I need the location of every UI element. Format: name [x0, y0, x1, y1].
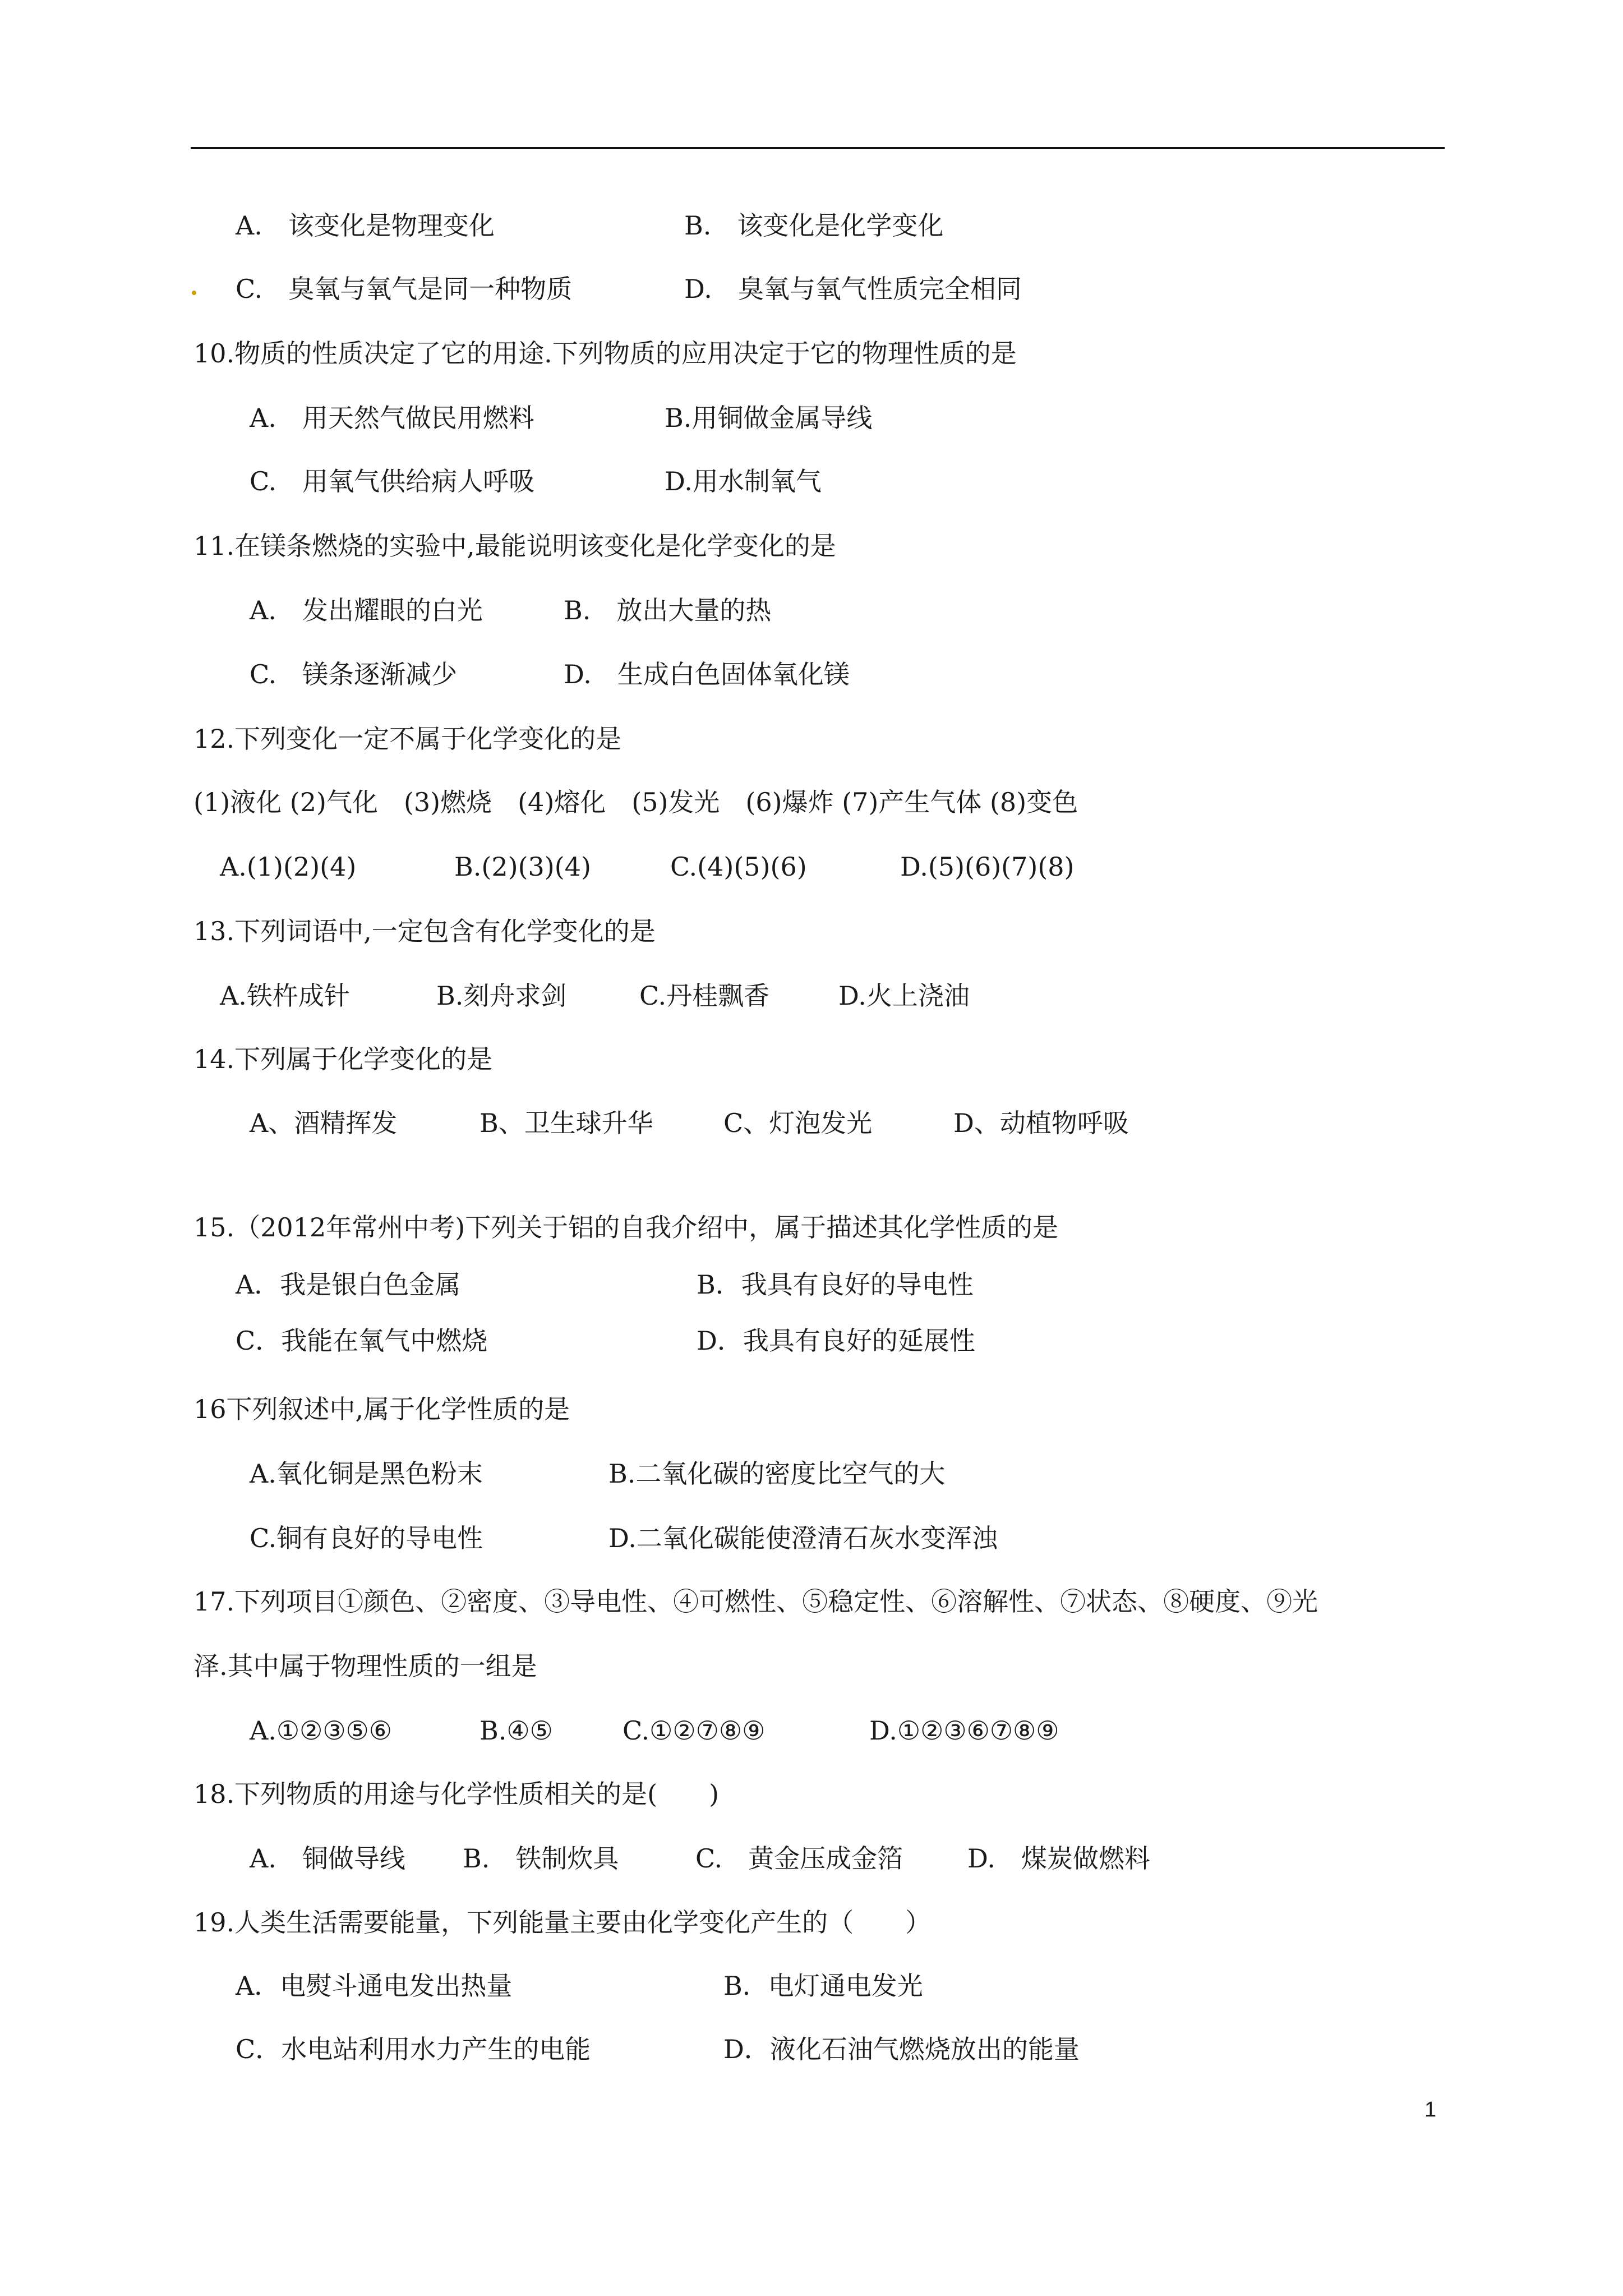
q9-option-d: D. 臭氧与氧气性质完全相同 — [684, 274, 1022, 304]
q18-option-d: D. 煤炭做燃料 — [967, 1843, 1150, 1874]
q10-option-d: D.用水制氧气 — [665, 466, 822, 496]
q17-option-d: D.①②③⑥⑦⑧⑨ — [869, 1715, 1059, 1746]
q9-option-c: C. 臭氧与氧气是同一种物质 — [236, 274, 573, 304]
page-number: 1 — [1424, 2098, 1437, 2122]
q14-option-c: C、灯泡发光 — [723, 1108, 873, 1138]
q9-option-a: A. 该变化是物理变化 — [236, 210, 495, 241]
q16-option-d: D.二氧化碳能使澄清石灰水变浑浊 — [608, 1523, 998, 1553]
q12-stem: 12.下列变化一定不属于化学变化的是 — [193, 724, 622, 754]
q15-option-d: D．我具有良好的延展性 — [697, 1326, 975, 1356]
q18-option-c: C. 黄金压成金箔 — [695, 1843, 903, 1874]
q16-option-c: C.铜有良好的导电性 — [250, 1523, 483, 1553]
q16-stem: 16下列叙述中,属于化学性质的是 — [193, 1394, 570, 1424]
q9-option-b: B. 该变化是化学变化 — [684, 210, 944, 241]
q18-stem: 18.下列物质的用途与化学性质相关的是( ) — [193, 1779, 720, 1809]
q11-option-c: C. 镁条逐渐减少 — [250, 659, 458, 689]
q12-option-d: D.(5)(6)(7)(8) — [900, 852, 1075, 882]
q14-option-b: B、卫生球升华 — [479, 1108, 653, 1138]
q12-option-b: B.(2)(3)(4) — [454, 852, 591, 882]
q12-option-c: C.(4)(5)(6) — [670, 852, 807, 882]
q17-option-c: C.①②⑦⑧⑨ — [623, 1715, 766, 1746]
q14-stem: 14.下列属于化学变化的是 — [193, 1044, 493, 1074]
q15-stem: 15.（2012年常州中考)下列关于铝的自我介绍中，属于描述其化学性质的是 — [193, 1212, 1059, 1243]
q13-option-a: A.铁杵成针 — [220, 981, 350, 1011]
q17-stem-line2: 泽.其中属于物理性质的一组是 — [193, 1651, 537, 1681]
q14-option-a: A、酒精挥发 — [250, 1108, 398, 1138]
q12-option-a: A.(1)(2)(4) — [220, 852, 357, 882]
q19-option-b: B．电灯通电发光 — [723, 1971, 923, 2001]
q19-stem: 19.人类生活需要能量，下列能量主要由化学变化产生的（ ） — [193, 1907, 932, 1938]
q11-stem: 11.在镁条燃烧的实验中,最能说明该变化是化学变化的是 — [193, 531, 836, 561]
q19-option-a: A．电熨斗通电发出热量 — [236, 1971, 513, 2001]
header-rule — [191, 147, 1445, 149]
q10-option-b: B.用铜做金属导线 — [665, 403, 873, 433]
q13-stem: 13.下列词语中,一定包含有化学变化的是 — [193, 916, 656, 946]
q19-option-d: D．液化石油气燃烧放出的能量 — [723, 2034, 1080, 2064]
stray-dot — [192, 291, 196, 295]
q10-option-c: C. 用氧气供给病人呼吸 — [250, 466, 535, 496]
q15-option-c: C．我能在氧气中燃烧 — [236, 1326, 488, 1356]
q15-option-a: A．我是银白色金属 — [236, 1269, 461, 1300]
q17-option-a: A.①②③⑤⑥ — [250, 1715, 393, 1746]
q18-option-a: A. 铜做导线 — [250, 1843, 405, 1874]
q15-option-b: B．我具有良好的导电性 — [697, 1269, 974, 1300]
q13-option-c: C.丹桂飘香 — [639, 981, 770, 1011]
q10-option-a: A. 用天然气做民用燃料 — [250, 403, 534, 433]
q14-option-d: D、动植物呼吸 — [953, 1108, 1129, 1138]
q16-option-a: A.氧化铜是黑色粉末 — [250, 1458, 483, 1489]
q11-option-b: B. 放出大量的热 — [564, 595, 772, 625]
q11-option-a: A. 发出耀眼的白光 — [250, 595, 483, 625]
q11-option-d: D. 生成白色固体氧化镁 — [564, 659, 850, 689]
q17-option-b: B.④⑤ — [479, 1715, 553, 1746]
q17-stem-line1: 17.下列项目①颜色、②密度、③导电性、④可燃性、⑤稳定性、⑥溶解性、⑦状态、⑧硬度、⑨光 — [193, 1586, 1318, 1617]
q16-option-b: B.二氧化碳的密度比空气的大 — [608, 1458, 946, 1489]
q13-option-d: D.火上浇油 — [838, 981, 970, 1011]
q19-option-c: C．水电站利用水力产生的电能 — [236, 2034, 591, 2064]
q10-stem: 10.物质的性质决定了它的用途.下列物质的应用决定于它的物理性质的是 — [193, 338, 1017, 369]
q18-option-b: B. 铁制炊具 — [463, 1843, 619, 1874]
q13-option-b: B.刻舟求剑 — [436, 981, 567, 1011]
q12-items: (1)液化 (2)气化 (3)燃烧 (4)熔化 (5)发光 (6)爆炸 (7)产生气体 (8)变色 — [193, 787, 1078, 817]
